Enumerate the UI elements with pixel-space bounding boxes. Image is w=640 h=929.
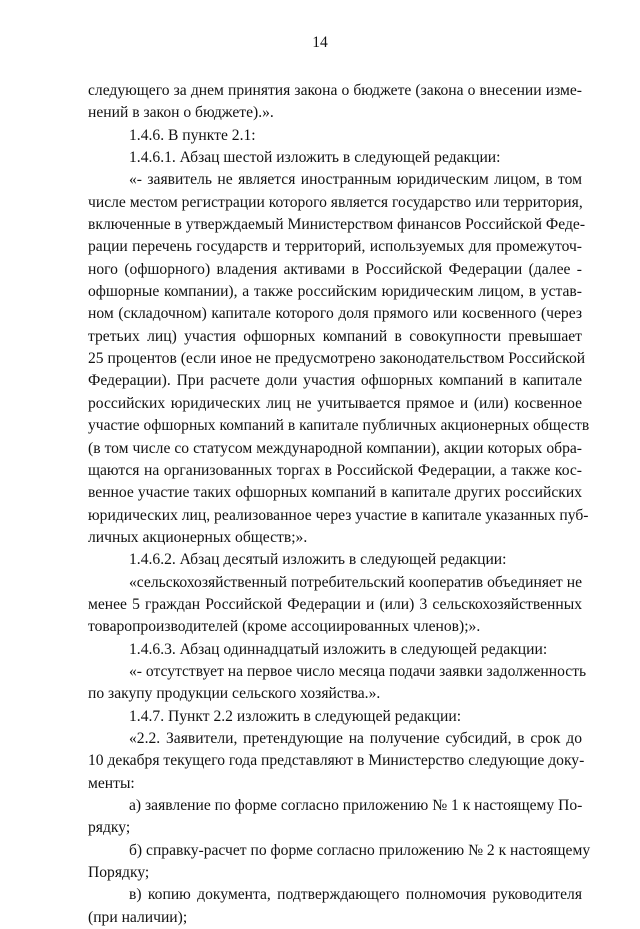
text-line: 25 процентов (если иное не предусмотрено законодательством Российской (88, 350, 586, 368)
text-line: (в том числе со статусом международной компании), акции которых обра- (88, 439, 582, 457)
document-body (88, 80, 591, 929)
text-line: 1.4.7. Пункт 2.2 изложить в следующей редакции: (129, 707, 462, 725)
text-line: нений в закон о бюджете).». (88, 104, 274, 122)
text-line: рации перечень государств и территорий, используемых для промежуточ- (88, 238, 582, 256)
text-line: ного (офшорного) владения активами в Российской Федерации (далее - (88, 260, 582, 278)
text-line: менты: (88, 774, 135, 792)
text-line: офшорные компании), а также российским юридическим лицом, в устав- (88, 283, 582, 301)
text-line: Федерации). При расчете доли участия офшорных компаний в капитале (88, 372, 582, 390)
text-line: включенные в утверждаемый Министерством финансов Российской Феде- (88, 216, 586, 234)
text-line: товаропроизводителей (кроме ассоциированных членов);». (88, 618, 481, 636)
text-line: менее 5 граждан Российской Федерации и (или) 3 сельскохозяйственных (88, 595, 582, 613)
text-line: б) справку-расчет по форме согласно приложению № 2 к настоящему (129, 841, 591, 859)
text-line: числе местом регистрации которого является государство или территория, (88, 193, 583, 211)
text-line: участие офшорных компаний в капитале публичных акционерных обществ (88, 417, 590, 435)
text-line: 10 декабря текущего года представляют в Министерство следующие доку- (88, 752, 585, 770)
text-line: (при наличии); (88, 908, 188, 926)
text-line: юридических лиц, реализованное через участие в капитале указанных пуб- (88, 506, 589, 524)
text-line: в) копию документа, подтверждающего полномочия руководителя (129, 886, 582, 904)
text-line: рядку; (88, 819, 131, 837)
text-line: «сельскохозяйственный потребительский кооператив объединяет не (129, 573, 582, 591)
text-line: Порядку; (88, 864, 150, 882)
text-line: щаются на организованных торгах в Российской Федерации, а также кос- (88, 461, 582, 479)
text-line: российских юридических лиц не учитывается прямое и (или) косвенное (88, 394, 582, 412)
text-line: 1.4.6.1. Абзац шестой изложить в следующей редакции: (129, 149, 501, 167)
text-line: третьих лиц) участия офшорных компаний в совокупности превышает (88, 327, 582, 345)
page-number: 14 (312, 34, 328, 51)
text-line: «2.2. Заявители, претендующие на получение субсидий, в срок до (129, 729, 582, 747)
text-line: «- отсутствует на первое число месяца подачи заявки задолженность (129, 662, 587, 680)
text-line: а) заявление по форме согласно приложению № 1 к настоящему По- (129, 797, 583, 814)
text-line: следующего за днем принятия закона о бюджете (закона о внесении изме- (88, 82, 582, 99)
text-line: ном (складочном) капитале которого доля прямого или косвенного (через (88, 305, 582, 323)
text-line: венное участие таких офшорных компаний в капитале других российских (88, 484, 582, 502)
text-line: 1.4.6. В пункте 2.1: (129, 126, 256, 144)
text-line: личных акционерных обществ;». (88, 528, 308, 546)
text-line: 1.4.6.2. Абзац десятый изложить в следующей редакции: (129, 551, 507, 569)
text-line: «- заявитель не является иностранным юридическим лицом, в том (129, 171, 582, 189)
text-line: 1.4.6.3. Абзац одиннадцатый изложить в следующей редакции: (129, 640, 548, 658)
text-line: по закупу продукции сельского хозяйства.». (88, 685, 381, 703)
